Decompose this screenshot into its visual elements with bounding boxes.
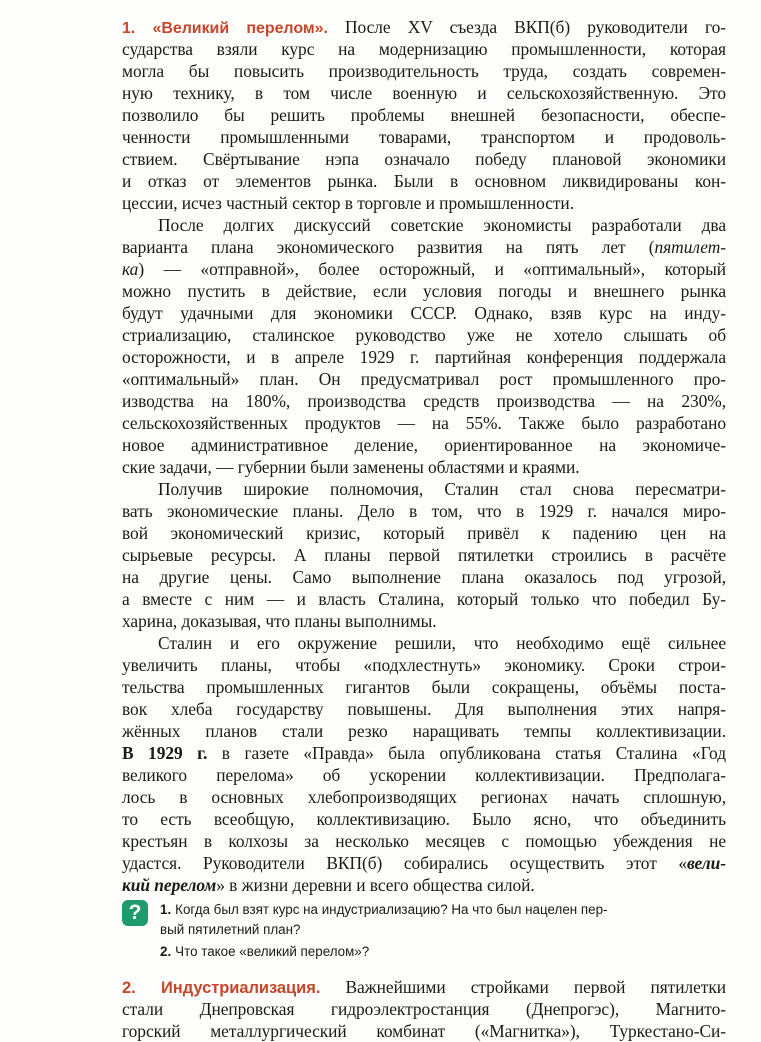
para4-line-1: Сталин и его окружение решили, что необходимо ещё сильнее <box>158 633 726 653</box>
para4-line-9: то есть всеобщую, коллективизацию. Было ясно, что объединить <box>122 809 726 829</box>
para2-line-3: ка) — «отправной», более осторожный, и «оптимальный», который <box>122 259 726 279</box>
question-icon: ? <box>122 900 148 926</box>
section1-line-9: цессии, исчез частный сектор в торговле и промышленности. <box>122 193 574 213</box>
para2-line-1: После долгих дискуссий советские экономисты разработали два <box>158 215 726 235</box>
para4-line-10: крестьян в колхозы за несколько месяцев с помощью убеждения не <box>122 831 726 851</box>
term-great-break: вели- <box>687 853 726 873</box>
para4-line-6: В 1929 г. в газете «Правда» была опубликована статья Сталина «Год <box>122 743 726 763</box>
para3-line-2: вать экономические планы. Дело в том, что в 1929 г. начался миро- <box>122 501 726 521</box>
question-2: 2. Что такое «великий перелом»? <box>160 944 370 959</box>
section1-line-7: ствием. Свёртывание нэпа означало победу плановой экономики <box>122 149 726 169</box>
para4-line-12: кий перелом» в жизни деревни и всего общества силой. <box>122 875 535 895</box>
question-1: 1. Когда был взят курс на индустриализацию? На что был нацелен пер- <box>160 902 608 917</box>
para3-line-6: а вместе с ним — и власть Сталина, который только что победил Бу- <box>122 589 726 609</box>
para4-line-5: жённых планов стали резко наращивать темпы коллективизации. <box>122 721 726 741</box>
para2-line-5: будут удачными для экономики СССР. Однако, взяв курс на инду- <box>122 303 726 323</box>
para2-line-8: «оптимальный» план. Он предусматривал рост промышленного про- <box>122 369 726 389</box>
para3-line-1: Получив широкие полномочия, Сталин стал снова пересматри- <box>158 479 726 499</box>
para3-line-5: на другие цены. Само выполнение плана оказалось под угрозой, <box>122 567 726 587</box>
section1-line-1: 1. «Великий перелом». После XV съезда ВКП(б) руководители го- <box>122 17 726 37</box>
para2-line-12: ские задачи, — губернии были заменены областями и краями. <box>122 457 580 477</box>
date-1929: В 1929 г. <box>122 743 208 763</box>
para2-line-9: изводства на 180%, производства средств производства — на 230%, <box>122 391 726 411</box>
para3-line-3: вой экономический кризис, который привёл к падению цен на <box>122 523 726 543</box>
para2-line-11: новое административное деление, ориентированное на экономиче- <box>122 435 726 455</box>
para2-line-2: варианта плана экономического развития на пять лет (пятилет- <box>122 237 726 257</box>
section2-line-2: стали Днепровская гидроэлектростанция (Днепрогэс), Магнито- <box>122 999 726 1019</box>
section2-line-1: 2. Индустриализация. Важнейшими стройками первой пятилетки <box>122 977 726 997</box>
para2-line-7: осторожности, и в апреле 1929 г. партийная конференция поддержала <box>122 347 726 367</box>
question-1-continuation: вый пятилетний план? <box>160 922 301 937</box>
section1-line-5: позволило бы решить проблемы внешней безопасности, обеспе- <box>122 105 726 125</box>
section1-line-3: могла бы повысить производительность труда, создать современ- <box>122 61 726 81</box>
section1-line-6: ченности промышленными товарами, транспортом и продоволь- <box>122 127 726 147</box>
term-piatiletka: пятилет- <box>654 237 726 257</box>
para4-line-7: великого перелома» об ускорении коллективизации. Предполага- <box>122 765 726 785</box>
para3-line-7: харина, доказывая, что планы выполнимы. <box>122 611 437 631</box>
para2-line-4: можно пустить в действие, если условия погоды и внешнего рынка <box>122 281 726 301</box>
para4-line-8: лось в основных хлебопроизводящих регионах начать сплошную, <box>122 787 726 807</box>
para4-line-2: увеличить планы, чтобы «подхлестнуть» экономику. Сроки строи- <box>122 655 726 675</box>
para2-line-6: стриализацию, сталинское руководство уже не хотело слышать об <box>122 325 726 345</box>
para2-line-10: сельскохозяйственных продуктов — на 55%. Также было разработано <box>122 413 726 433</box>
section1-heading: 1. «Великий перелом». <box>122 20 328 37</box>
section2-heading: 2. Индустриализация. <box>122 979 321 997</box>
section1-line-8: и отказ от элементов рынка. Были в основном ликвидированы кон- <box>122 171 726 191</box>
para3-line-4: сырьевые ресурсы. А планы первой пятилетки строились в расчёте <box>122 545 726 565</box>
section1-line-4: ную технику, в том числе военную и сельскохозяйственную. Это <box>122 83 726 103</box>
para4-line-11: удастся. Руководители ВКП(б) собирались осуществить этот «вели- <box>122 853 726 873</box>
para4-line-4: вок хлеба государству повышены. Для выполнения этих напря- <box>122 699 726 719</box>
para4-line-3: тельства промышленных гигантов были сокращены, объёмы поста- <box>122 677 726 697</box>
section1-line-2: сударства взяли курс на модернизацию промышленности, которая <box>122 39 726 59</box>
section2-line-3: горский металлургический комбинат («Магнитка»), Туркестано-Си- <box>122 1021 726 1041</box>
